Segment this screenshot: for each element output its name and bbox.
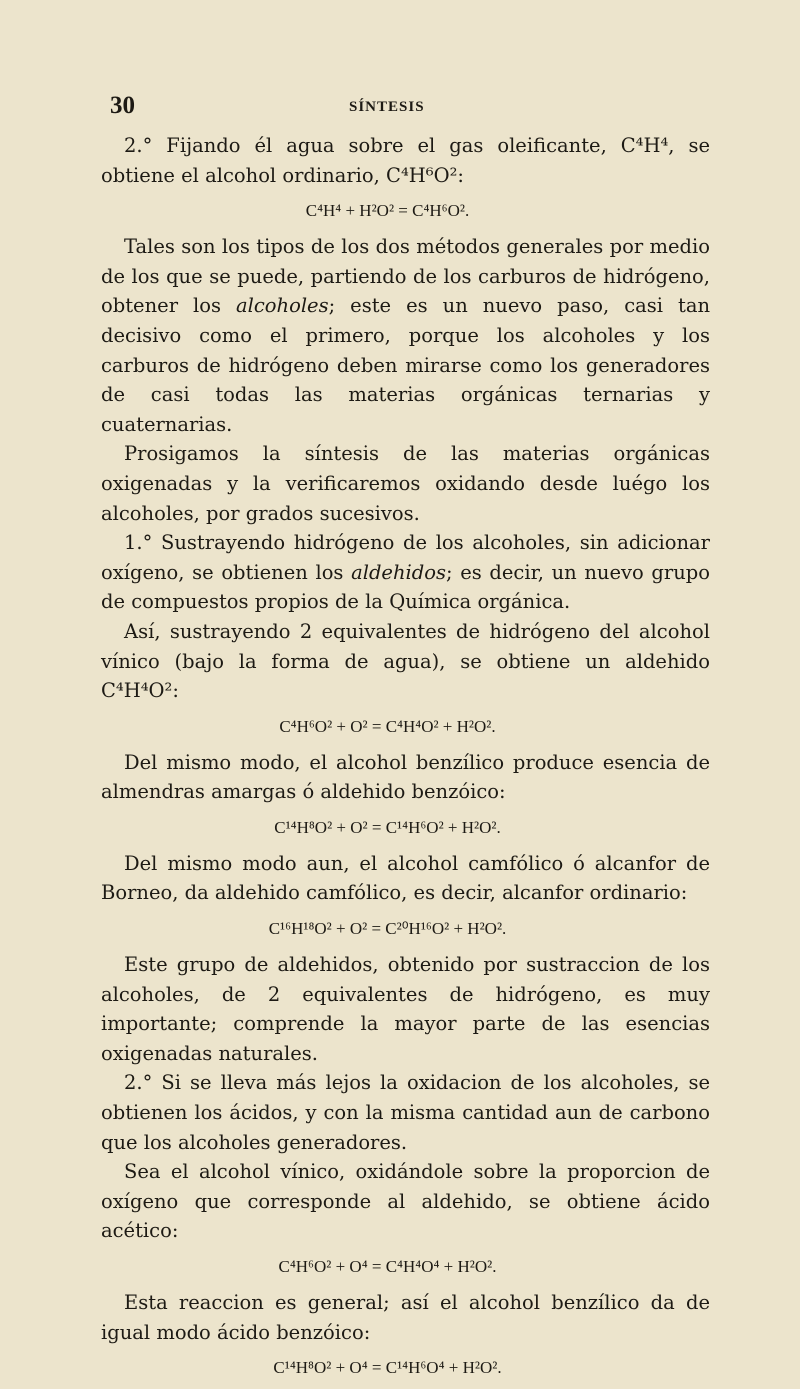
paragraph-text: ; es decir, un nuevo grupo de compuestos propios de la Química orgánica. <box>101 560 710 614</box>
paragraph: Del mismo modo aun, el alcohol camfólico ó alcanfor de Borneo, da aldehido camfólico, es decir, alcanfor ordinario: <box>101 851 710 905</box>
paragraph: Esta reaccion es general; así el alcohol benzílico da de igual modo ácido benzóico: <box>101 1291 710 1344</box>
paragraph <box>101 528 710 617</box>
paragraph: Así, sustrayendo 2 equivalentes de hidrógeno del alcohol vínico (bajo la forma de agua), se obtiene un aldehido C⁴H⁴O²: <box>101 619 710 703</box>
paragraph-text: ; este es un nuevo paso, casi tan decisivo como el primero, porque los alcoholes y los carburos de hidrógeno deben mirarse como los generadores de casi todas las materias orgánicas ternarias y cuaternarias. <box>101 294 711 436</box>
paragraph: Este grupo de aldehidos, obtenido por sustraccion de los alcoholes, de 2 equivalentes de hidrógeno, es muy importante; comprende la mayor parte de las esencias oxigenadas naturales. <box>101 953 710 1065</box>
paragraph: Del mismo modo, el alcohol benzílico produce esencia de almendras amargas ó aldehido benzóico: <box>101 750 710 804</box>
paragraph-text: 1.° Sustrayendo hidrógeno de los alcoholes, sin adicionar oxígeno, se obtienen los <box>101 531 710 584</box>
paragraph: 2.° Si se lleva más lejos la oxidacion de los alcoholes, se obtienen los ácidos, y con la misma cantidad aun de carbono que los alcoholes generadores. <box>101 1071 710 1154</box>
paragraph: Prosigamos la síntesis de las materias orgánicas oxigenadas y la verificaremos oxidando desde luégo los alcoholes, por grados sucesivos. <box>101 442 710 525</box>
page-header <box>101 92 710 132</box>
running-title: SÍNTESIS <box>349 99 425 115</box>
chemical-formula: C¹⁶H¹⁸O² + O² = C²⁰H¹⁶O² + H²O². <box>268 919 507 939</box>
paragraph-text: Tales son los tipos de los dos métodos generales por medio de los que se puede, partiendo de los carburos de hidrógeno, obtener los <box>101 235 710 318</box>
chemical-formula: C⁴H⁴ + H²O² = C⁴H⁶O². <box>305 201 470 221</box>
body-text <box>101 131 710 1389</box>
italic-term: alcoholes <box>236 294 329 318</box>
italic-term: aldehidos <box>351 560 446 584</box>
page-number: 30 <box>110 92 135 119</box>
chemical-formula: C⁴H⁶O² + O⁴ = C⁴H⁴O⁴ + H²O². <box>278 1257 497 1276</box>
paragraph: Sea el alcohol vínico, oxidándole sobre la proporcion de oxígeno que corresponde al aldehido, se obtiene ácido acético: <box>101 1160 710 1243</box>
chemical-formula: C¹⁴H⁸O² + O² = C¹⁴H⁶O² + H²O². <box>274 817 501 837</box>
paragraph: 2.° Fijando él agua sobre el gas oleificante, C⁴H⁴, se obtiene el alcohol ordinario, C⁴H⁶O²: <box>101 134 710 187</box>
paragraph <box>101 232 710 439</box>
chemical-formula: C⁴H⁶O² + O² = C⁴H⁴O² + H²O². <box>279 716 496 736</box>
chemical-formula: C¹⁴H⁸O² + O⁴ = C¹⁴H⁶O⁴ + H²O². <box>273 1358 502 1378</box>
book-page <box>0 92 800 1378</box>
